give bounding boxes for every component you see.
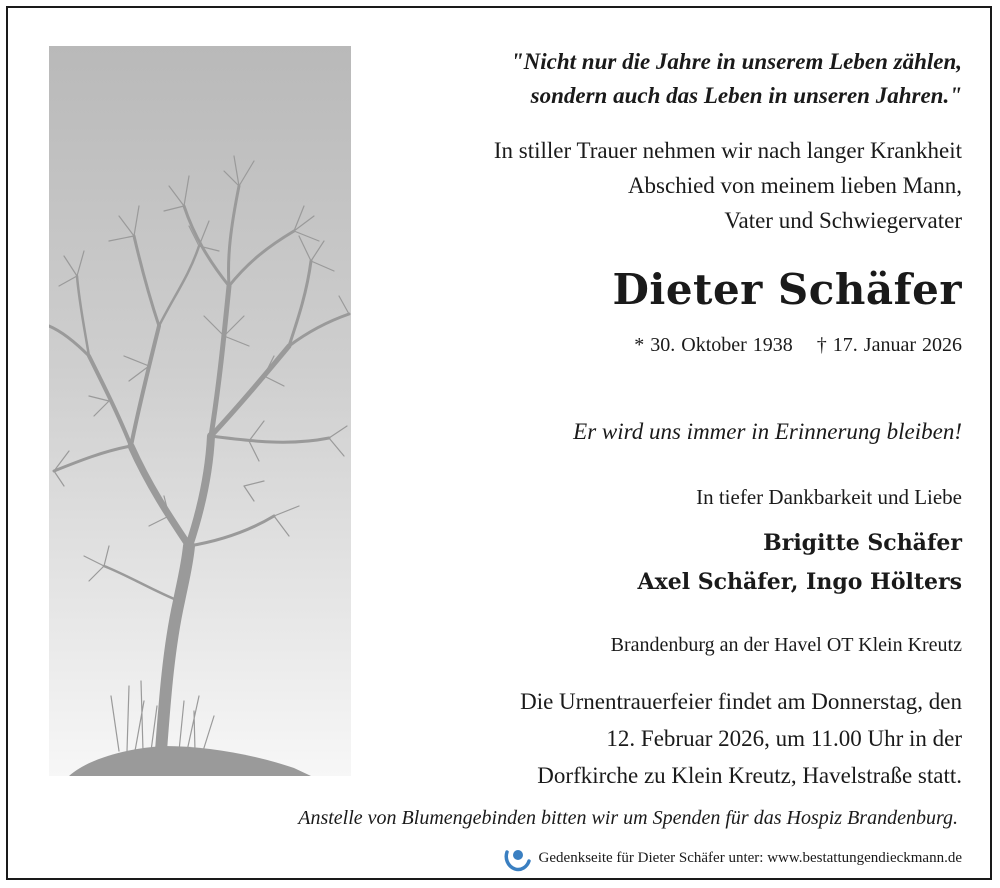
life-dates	[634, 334, 962, 357]
place-line: Brandenburg an der Havel OT Klein Kreutz	[610, 634, 962, 656]
intro-line: Abschied von meinem lieben Mann,	[627, 173, 962, 198]
ceremony-line: Die Urnentrauerfeier findet am Donnerstag, den	[520, 689, 962, 714]
motto-quote	[511, 45, 962, 113]
intro-line: In stiller Trauer nehmen wir nach langer Krankheit	[493, 138, 962, 163]
mourner-name: Brigitte Schäfer	[763, 530, 962, 556]
intro-line: Vater und Schwiegervater	[724, 208, 962, 233]
mourner-names: Axel Schäfer, Ingo Hölters	[637, 569, 962, 595]
memorial-page-link[interactable]: Gedenkseite für Dieter Schäfer unter: www.bestattungendieckmann.de	[538, 849, 962, 866]
memorial-page-footer[interactable]	[503, 844, 962, 872]
tree-icon	[49, 46, 351, 776]
death-date: † 17. Januar 2026	[816, 334, 962, 356]
gratitude-line: In tiefer Dankbarkeit und Liebe	[696, 485, 962, 509]
quote-line: sondern auch das Leben in unseren Jahren."	[530, 83, 962, 108]
intro-text	[494, 133, 962, 238]
donation-note: Anstelle von Blumengebinden bitten wir um Spenden für das Hospiz Brandenburg.	[298, 807, 958, 829]
remembrance-line: Er wird uns immer in Erinnerung bleiben!	[573, 419, 962, 444]
birth-date: * 30. Oktober 1938	[634, 334, 793, 356]
obituary-frame	[6, 6, 992, 880]
memorial-logo-icon	[503, 844, 531, 872]
ceremony-line: Dorfkirche zu Klein Kreutz, Havelstraße statt.	[537, 763, 962, 788]
ceremony-line: 12. Februar 2026, um 11.00 Uhr in der	[606, 726, 962, 751]
tree-illustration	[49, 46, 351, 776]
quote-line: "Nicht nur die Jahre in unserem Leben zählen,	[510, 49, 962, 74]
deceased-name: Dieter Schäfer	[612, 265, 962, 314]
ceremony-text	[520, 683, 962, 794]
